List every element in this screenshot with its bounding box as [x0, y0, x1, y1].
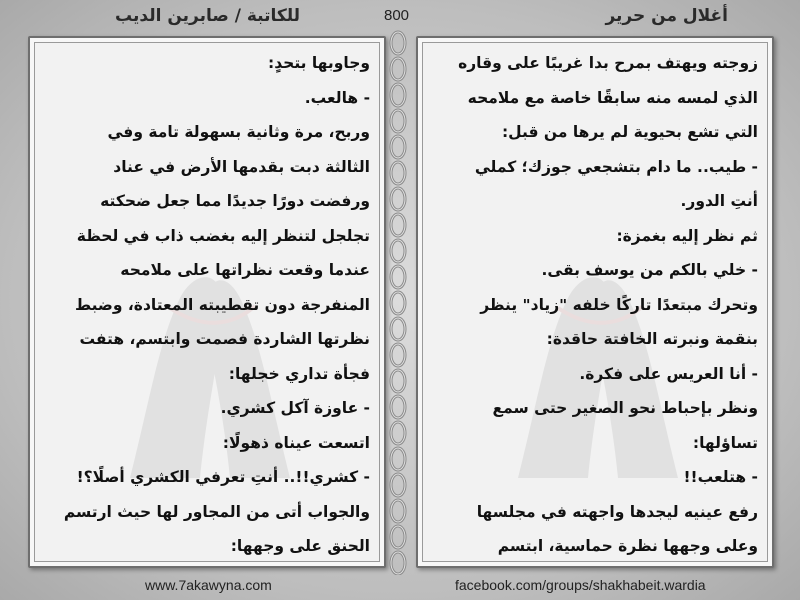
- text-line: تساؤلها:: [692, 433, 758, 452]
- text-line: - هالعب.: [304, 88, 370, 107]
- text-line: رفع عينيه ليجدها واجهته في مجلسها: [476, 502, 758, 521]
- book-title: أغلال من حرير: [605, 6, 728, 26]
- text-line: وجاوبها بتحدٍ:: [268, 54, 370, 72]
- text-line: وتحرك مبتعدًا تاركًا خلفه "زياد" ينظر: [480, 295, 758, 314]
- chain-spine-icon: [386, 30, 410, 575]
- text-line: المنفرجة دون تقطيبته المعتادة، وضبط: [74, 295, 370, 314]
- website-link[interactable]: www.7akawyna.com: [145, 577, 272, 593]
- text-line: زوجته ويهتف بمرح بدا غريبًا على وقاره: [458, 54, 758, 72]
- left-page: [28, 36, 386, 568]
- text-line: الثالثة دبت بقدمها الأرض في عناد: [113, 157, 370, 176]
- text-line: اتسعت عيناه ذهولًا:: [222, 433, 370, 452]
- page-header: [0, 0, 800, 34]
- right-page-text: [430, 46, 758, 564]
- text-line: تجلجل لتنظر إليه بغضب ذاب في لحظة: [76, 226, 370, 245]
- left-page-text: [42, 46, 370, 564]
- text-line: - هتلعب!!: [683, 468, 758, 486]
- text-line: والجواب أتى من المجاور لها حيث ارتسم: [63, 502, 370, 521]
- text-line: ثم نظر إليه بغمزة:: [616, 226, 758, 245]
- text-line: ورفضت دورًا جديدًا مما جعل ضحكته: [100, 192, 370, 210]
- text-line: الحنق على وجهها:: [230, 537, 370, 555]
- right-page: [416, 36, 774, 568]
- text-line: - أنا العريس على فكرة.: [579, 364, 758, 383]
- text-line: الذي لمسه منه سابقًا خاصة مع ملامحه: [467, 88, 758, 107]
- author-label: للكاتبة / صابرين الديب: [115, 6, 301, 26]
- text-line: نظرتها الشاردة فصمت وابتسم، هتفت: [79, 330, 370, 348]
- text-line: وعلى وجهها نظرة حماسية، ابتسم: [497, 537, 758, 555]
- text-line: ونظر بإحباط نحو الصغير حتى سمع: [492, 399, 758, 417]
- text-line: أنتِ الدور.: [680, 192, 758, 210]
- page-number: 800: [384, 7, 410, 24]
- text-line: - خلي بالكم من يوسف بقى.: [541, 261, 758, 279]
- text-line: - عاوزة آكل كشري.: [220, 399, 370, 417]
- text-line: وربح، مرة وثانية بسهولة تامة وفي: [107, 123, 370, 141]
- text-line: فجأة تداري خجلها:: [228, 364, 370, 383]
- text-line: بنقمة ونبرته الخافتة حاقدة:: [546, 330, 758, 348]
- text-line: - طيب.. ما دام بتشجعي جوزك؛ كملي: [474, 157, 758, 176]
- facebook-link[interactable]: facebook.com/groups/shakhabeit.wardia: [455, 577, 706, 593]
- text-line: التي تشع بحيوية لم يرها من قبل:: [501, 123, 758, 141]
- text-line: - كشري!!.. أنتِ تعرفي الكشري أصلًا؟!: [76, 468, 370, 486]
- page-footer: [0, 572, 800, 600]
- text-line: عندما وقعت نظراتها على ملامحه: [120, 261, 370, 279]
